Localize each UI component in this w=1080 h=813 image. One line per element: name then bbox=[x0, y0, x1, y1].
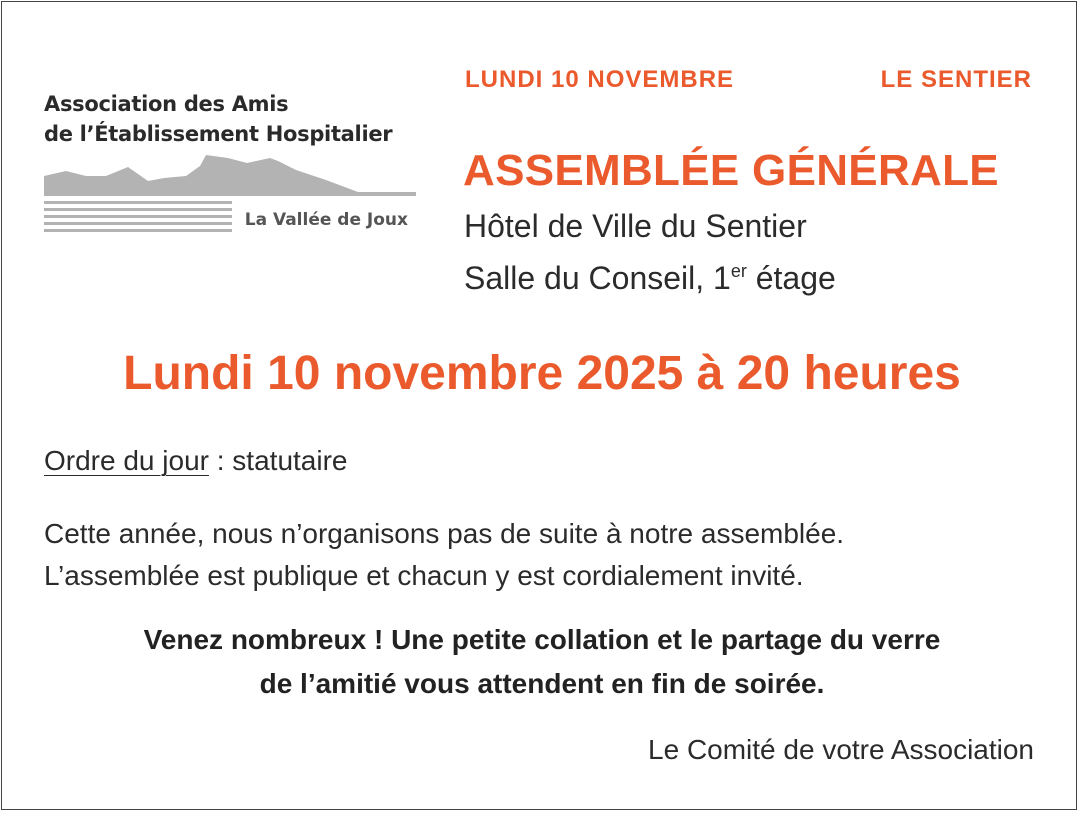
body-text-line2: L’assemblée est publique et chacun y est cordialement invité. bbox=[44, 560, 804, 591]
body-text-line1: Cette année, nous n’organisons pas de suite à notre assemblée. bbox=[44, 518, 845, 549]
invitation-line1: Venez nombreux ! Une petite collation et le partage du verre bbox=[143, 624, 941, 655]
agenda-value: : statutaire bbox=[208, 445, 348, 476]
venue-room: Salle du Conseil, 1 bbox=[464, 260, 731, 296]
venue-floor-ordinal: er bbox=[730, 261, 747, 281]
signature: Le Comité de votre Association bbox=[648, 734, 1034, 765]
venue-line1: Hôtel de Ville du Sentier bbox=[464, 208, 807, 244]
announcement-frame bbox=[1, 1, 1077, 810]
agenda-label: Ordre du jour bbox=[44, 445, 209, 476]
logo-caption: La Vallée de Joux bbox=[244, 210, 408, 230]
venue-line2 bbox=[464, 260, 836, 297]
logo-name-line2: de l’Établissement Hospitalier bbox=[44, 122, 393, 146]
logo-name-line1: Association des Amis bbox=[44, 92, 289, 116]
event-date-time: Lundi 10 novembre 2025 à 20 heures bbox=[123, 347, 961, 400]
agenda bbox=[44, 445, 347, 477]
venue-floor: étage bbox=[746, 260, 836, 296]
header-place: LE SENTIER bbox=[880, 66, 1032, 93]
header-date: LUNDI 10 NOVEMBRE bbox=[465, 66, 735, 93]
page-title: ASSEMBLÉE GÉNÉRALE bbox=[463, 146, 999, 195]
association-logo bbox=[44, 92, 416, 232]
invitation-line2: de l’amitié vous attendent en fin de soirée. bbox=[259, 668, 825, 699]
